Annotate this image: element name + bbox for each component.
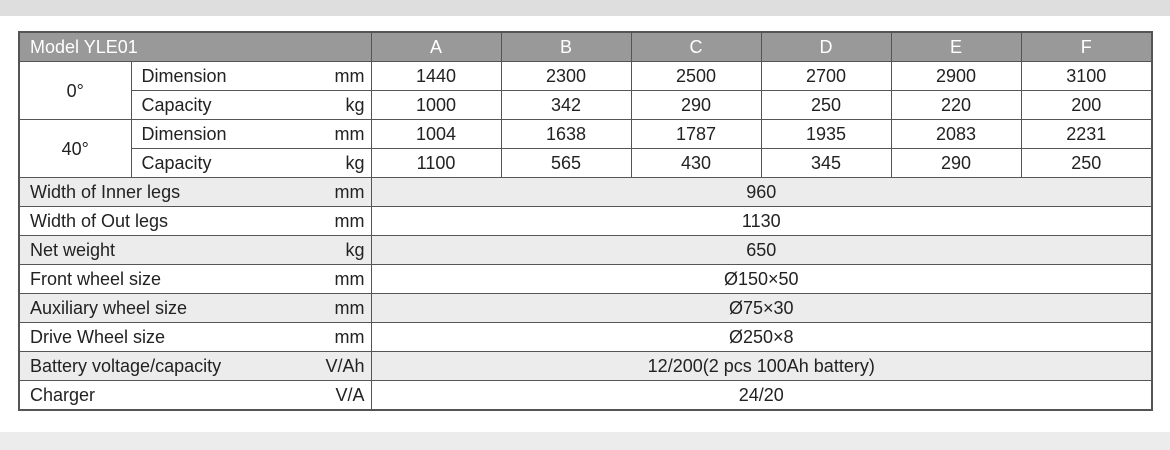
column-header: D bbox=[761, 32, 891, 62]
spec-unit: V/A bbox=[335, 385, 365, 405]
spec-value: 960 bbox=[371, 178, 1152, 207]
table-cell: 1100 bbox=[371, 149, 501, 178]
spec-label-text: Drive Wheel size bbox=[30, 327, 166, 347]
column-header: B bbox=[501, 32, 631, 62]
table-cell: 250 bbox=[761, 91, 891, 120]
table-cell: 2500 bbox=[631, 62, 761, 91]
spec-label bbox=[19, 323, 371, 352]
spec-row bbox=[19, 207, 1152, 236]
spec-label-text: Width of Inner legs bbox=[30, 182, 181, 202]
spec-row bbox=[19, 236, 1152, 265]
table-cell: 2231 bbox=[1021, 120, 1152, 149]
spec-row bbox=[19, 178, 1152, 207]
table-cell: 1935 bbox=[761, 120, 891, 149]
header-row bbox=[19, 32, 1152, 62]
table-cell: 1440 bbox=[371, 62, 501, 91]
table-cell: 430 bbox=[631, 149, 761, 178]
spec-label-text: Width of Out legs bbox=[30, 211, 169, 231]
spec-row bbox=[19, 352, 1152, 381]
row-label-text: Dimension bbox=[141, 66, 227, 86]
spec-value: Ø75×30 bbox=[371, 294, 1152, 323]
row-label-text: Capacity bbox=[141, 153, 212, 173]
table-cell: 2300 bbox=[501, 62, 631, 91]
table-cell: 2700 bbox=[761, 62, 891, 91]
spec-value: 24/20 bbox=[371, 381, 1152, 411]
spec-row bbox=[19, 294, 1152, 323]
specification-table bbox=[18, 31, 1153, 411]
table-row bbox=[19, 120, 1152, 149]
spec-label bbox=[19, 294, 371, 323]
table-cell: 2900 bbox=[891, 62, 1021, 91]
spec-value: 12/200(2 pcs 100Ah battery) bbox=[371, 352, 1152, 381]
row-unit: kg bbox=[345, 153, 365, 173]
table-cell: 290 bbox=[631, 91, 761, 120]
row-unit: mm bbox=[334, 66, 365, 86]
model-label: Model YLE01 bbox=[19, 32, 371, 62]
table-row bbox=[19, 149, 1152, 178]
spec-unit: mm bbox=[334, 211, 365, 231]
spec-label-text: Battery voltage/capacity bbox=[30, 356, 222, 376]
table-cell: 2083 bbox=[891, 120, 1021, 149]
row-label-text: Capacity bbox=[141, 95, 212, 115]
spec-label-text: Charger bbox=[30, 385, 96, 405]
spec-unit: mm bbox=[334, 269, 365, 289]
bottom-gray-band bbox=[0, 432, 1170, 450]
spec-row bbox=[19, 265, 1152, 294]
table-row bbox=[19, 91, 1152, 120]
row-unit: kg bbox=[345, 95, 365, 115]
column-header: F bbox=[1021, 32, 1152, 62]
spec-label bbox=[19, 352, 371, 381]
table-cell: 1787 bbox=[631, 120, 761, 149]
column-header: E bbox=[891, 32, 1021, 62]
table-cell: 290 bbox=[891, 149, 1021, 178]
spec-label-text: Net weight bbox=[30, 240, 116, 260]
angle-label: 0° bbox=[19, 62, 131, 120]
table-cell: 1000 bbox=[371, 91, 501, 120]
table-cell: 1004 bbox=[371, 120, 501, 149]
column-header: A bbox=[371, 32, 501, 62]
spec-value: Ø250×8 bbox=[371, 323, 1152, 352]
spec-row bbox=[19, 381, 1152, 411]
spec-label bbox=[19, 265, 371, 294]
table-cell: 345 bbox=[761, 149, 891, 178]
top-gray-band bbox=[0, 0, 1170, 16]
spec-unit: mm bbox=[334, 298, 365, 318]
table-cell: 220 bbox=[891, 91, 1021, 120]
spec-label-text: Auxiliary wheel size bbox=[30, 298, 188, 318]
spec-label bbox=[19, 178, 371, 207]
spec-row bbox=[19, 323, 1152, 352]
row-label bbox=[131, 62, 371, 91]
table-cell: 565 bbox=[501, 149, 631, 178]
table-cell: 342 bbox=[501, 91, 631, 120]
spec-label bbox=[19, 207, 371, 236]
table-row bbox=[19, 62, 1152, 91]
table-cell: 200 bbox=[1021, 91, 1152, 120]
spec-value: 1130 bbox=[371, 207, 1152, 236]
row-label bbox=[131, 149, 371, 178]
table-cell: 1638 bbox=[501, 120, 631, 149]
spec-value: Ø150×50 bbox=[371, 265, 1152, 294]
row-label-text: Dimension bbox=[141, 124, 227, 144]
angle-label: 40° bbox=[19, 120, 131, 178]
table-cell: 3100 bbox=[1021, 62, 1152, 91]
spec-label bbox=[19, 381, 371, 411]
column-header: C bbox=[631, 32, 761, 62]
spec-unit: mm bbox=[334, 182, 365, 202]
spec-unit: mm bbox=[334, 327, 365, 347]
table-cell: 250 bbox=[1021, 149, 1152, 178]
row-unit: mm bbox=[334, 124, 365, 144]
spec-unit: kg bbox=[345, 240, 365, 260]
spec-label bbox=[19, 236, 371, 265]
spec-value: 650 bbox=[371, 236, 1152, 265]
row-label bbox=[131, 91, 371, 120]
spec-unit: V/Ah bbox=[325, 356, 365, 376]
row-label bbox=[131, 120, 371, 149]
spec-label-text: Front wheel size bbox=[30, 269, 162, 289]
